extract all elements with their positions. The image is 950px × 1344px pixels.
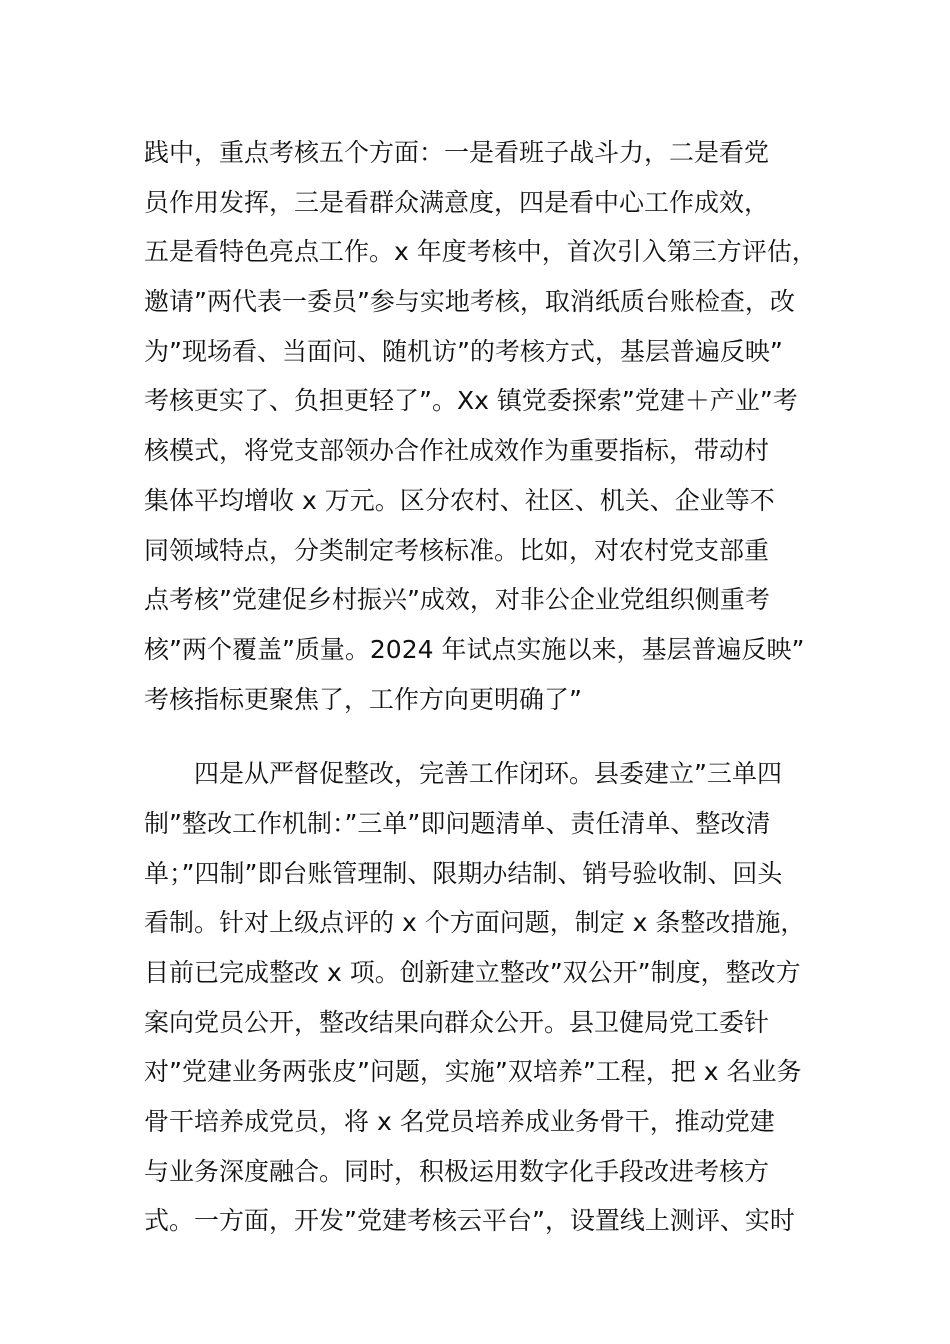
paragraph-1 bbox=[144, 128, 844, 724]
text-line: 员作用发挥，三是看群众满意度，四是看中心工作成效， bbox=[144, 187, 770, 217]
text-line: 目前已完成整改 x 项。创新建立整改”双公开”制度，整改方 bbox=[144, 958, 801, 987]
document-body bbox=[144, 128, 844, 1246]
paragraph-gap bbox=[144, 724, 844, 749]
text-line: 践中，重点考核五个方面：一是看班子战斗力，二是看党 bbox=[144, 138, 770, 167]
text-line: 对”党建业务两张皮”问题，实施”双培养”工程，把 x 名业务 bbox=[144, 1057, 802, 1087]
text-line: 邀请”两代表一委员”参与实地考核，取消纸质台账检查，改 bbox=[144, 287, 795, 317]
text-line: 看制。针对上级点评的 x 个方面问题，制定 x 条整改措施， bbox=[144, 908, 806, 938]
text-line: 案向党员公开，整改结果向群众公开。县卫健局党工委针 bbox=[144, 1007, 770, 1037]
text-line: 为”现场看、当面问、随机访”的考核方式，基层普遍反映” bbox=[144, 336, 783, 366]
text-line: 四是从严督促整改，完善工作闭环。县委建立”三单四 bbox=[144, 759, 782, 789]
text-line: 核模式，将党支部领办合作社成效作为重要指标，带动村 bbox=[144, 436, 770, 466]
text-line: 单；”四制”即台账管理制、限期办结制、销号验收制、回头 bbox=[144, 858, 783, 888]
text-line: 考核更实了、负担更轻了”。Xx 镇党委探索”党建＋产业”考 bbox=[144, 386, 798, 416]
text-line: 集体平均增收 x 万元。区分农村、社区、机关、企业等不 bbox=[144, 485, 775, 515]
text-line: 制”整改工作机制：”三单”即问题清单、责任清单、整改清 bbox=[144, 808, 771, 838]
text-line: 考核指标更聚焦了，工作方向更明确了” bbox=[144, 684, 582, 714]
text-line: 同领域特点，分类制定考核标准。比如，对农村党支部重 bbox=[144, 535, 770, 565]
text-line: 骨干培养成党员，将 x 名党员培养成业务骨干，推动党建 bbox=[144, 1107, 775, 1137]
text-line: 式。一方面，开发”党建考核云平台”，设置线上测评、实时 bbox=[144, 1206, 795, 1236]
text-line: 与业务深度融合。同时，积极运用数字化手段改进考核方 bbox=[144, 1156, 770, 1186]
text-line: 核”两个覆盖”质量。2024 年试点实施以来，基层普遍反映” bbox=[144, 634, 805, 664]
text-line: 点考核”党建促乡村振兴”成效，对非公企业党组织侧重考 bbox=[144, 585, 770, 615]
paragraph-2 bbox=[144, 749, 844, 1246]
text-line: 五是看特色亮点工作。x 年度考核中，首次引入第三方评估， bbox=[144, 237, 817, 267]
